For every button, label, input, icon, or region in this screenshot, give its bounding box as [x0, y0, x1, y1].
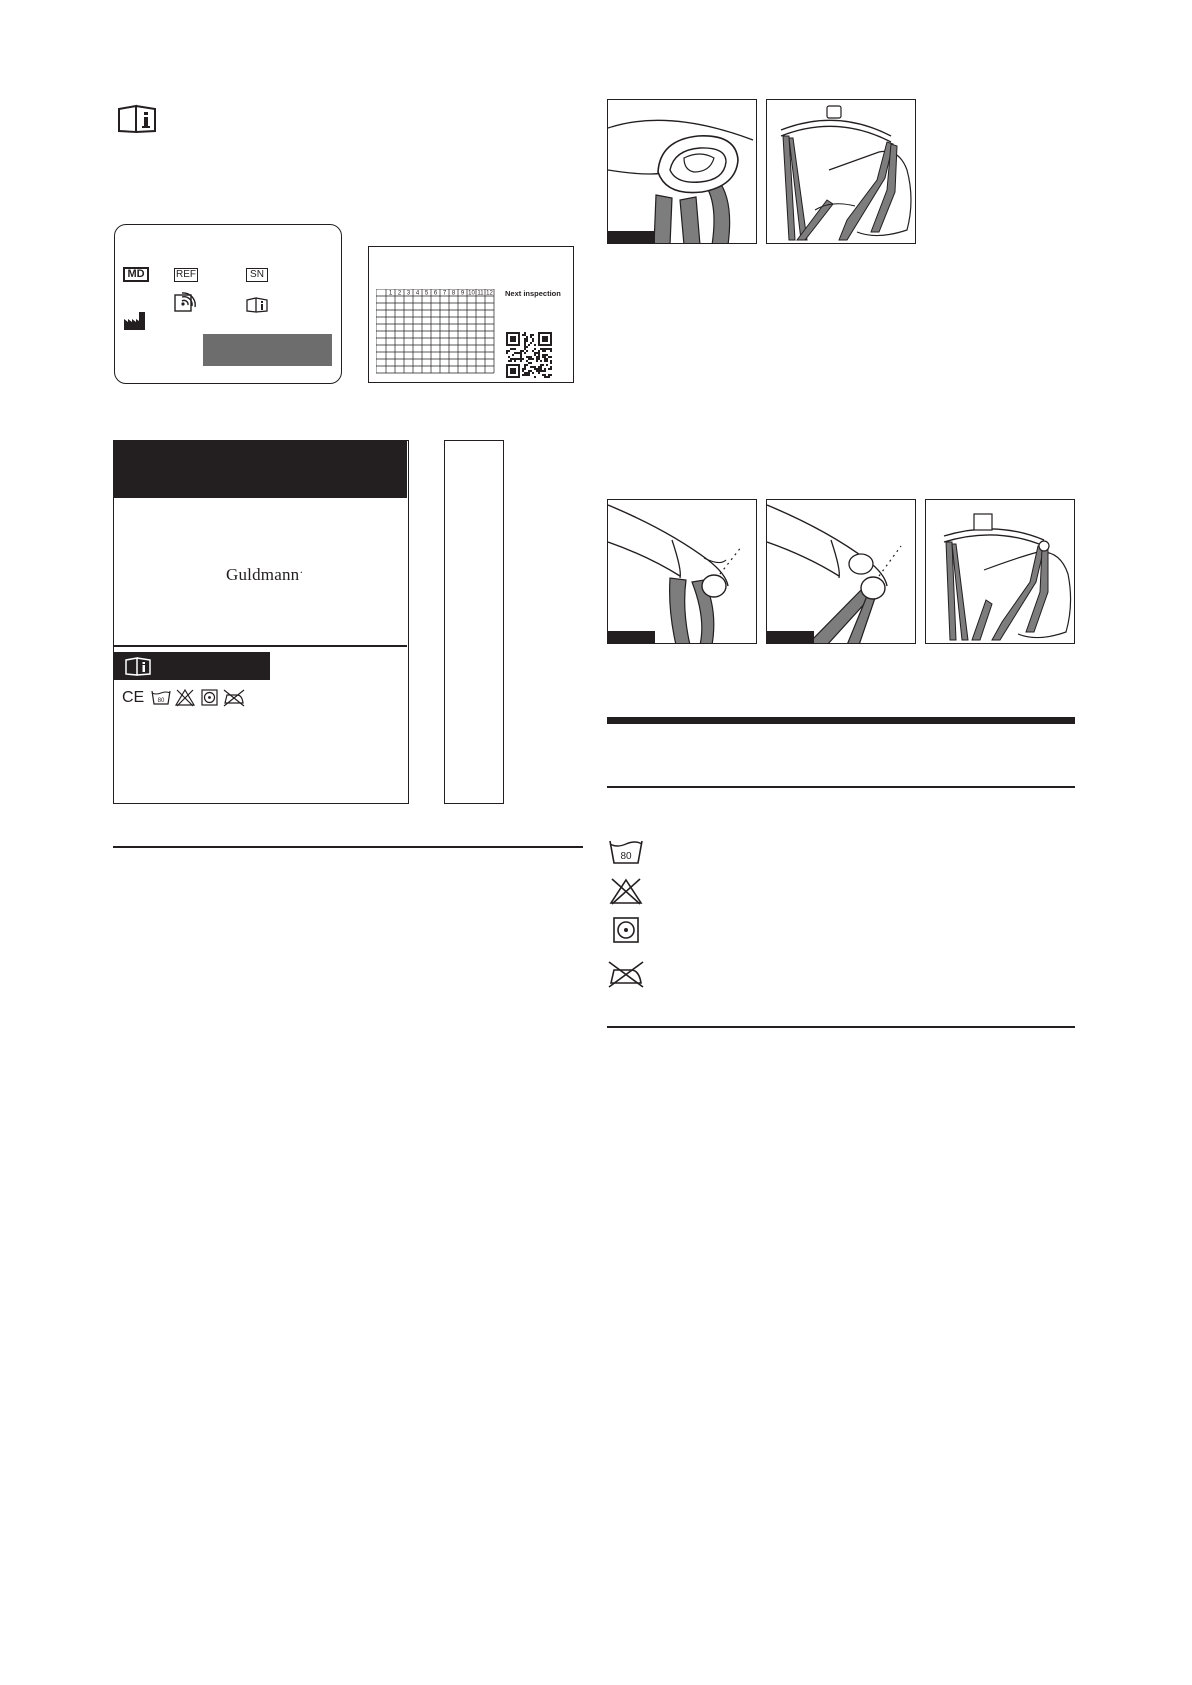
- care-section-bottom-rule: [607, 1026, 1075, 1028]
- no-iron-icon: [611, 970, 641, 983]
- inspection-column-label: 3: [406, 290, 411, 297]
- qr-code-icon: [506, 332, 552, 378]
- manual-info-icon: [117, 104, 157, 134]
- rfid-icon: [174, 292, 196, 312]
- inspection-column-label: 5: [424, 290, 429, 297]
- wash-80-icon: 80: [620, 851, 632, 862]
- inspection-column-label: 7: [442, 290, 447, 297]
- tumble-dry-icon: [202, 690, 217, 705]
- sewn-label: [113, 440, 409, 804]
- inspection-column-label: 1: [388, 290, 393, 297]
- care-symbol-no-bleach: [608, 877, 644, 905]
- wash-80-icon: [152, 691, 170, 704]
- sewn-label-header: [114, 441, 407, 498]
- section-thin-rule: [607, 786, 1075, 788]
- section-divider: [113, 846, 583, 848]
- strip-label: [444, 440, 504, 804]
- ref-symbol: REF: [176, 269, 196, 280]
- sling-lift-illustration: [766, 99, 916, 244]
- manual-info-icon: [125, 657, 151, 676]
- manufacturer-icon: [123, 311, 147, 331]
- inspection-column-label: 9: [460, 290, 465, 297]
- label-gray-bar: [203, 334, 332, 366]
- sewn-label-symbols: [122, 687, 262, 707]
- no-bleach-icon: [176, 690, 194, 706]
- sewn-label-divider: [114, 645, 407, 647]
- sling-attached-illustration: [925, 499, 1075, 644]
- inspection-column-label: 10: [468, 290, 475, 297]
- ce-mark: CE: [122, 689, 145, 706]
- sn-symbol: SN: [246, 268, 268, 282]
- sewn-label-manual-bar: [114, 652, 270, 680]
- next-inspection-label: Next inspection: [505, 289, 561, 298]
- inspection-column-label: 6: [433, 290, 438, 297]
- md-symbol: MD: [123, 267, 149, 282]
- product-label: [114, 224, 342, 384]
- inspection-column-label: 4: [415, 290, 420, 297]
- strap-loop-step2-illustration: [766, 499, 916, 644]
- inspection-grid: [376, 289, 496, 379]
- care-symbol-tumble-dry: [612, 916, 640, 944]
- care-symbol-wash-80: [608, 838, 644, 866]
- strap-loop-step1-illustration: [607, 499, 757, 644]
- no-iron-icon: [224, 690, 244, 706]
- section-heavy-rule: [607, 717, 1075, 724]
- inspection-column-label: 2: [397, 290, 402, 297]
- hook-closeup-illustration: [607, 99, 757, 244]
- inspection-column-label: 8: [451, 290, 456, 297]
- svg-text:80: 80: [157, 698, 165, 704]
- care-symbol-no-iron: [607, 960, 645, 988]
- brand-logo: Guldmann·: [226, 565, 304, 584]
- manual-info-icon: [246, 297, 268, 313]
- inspection-card: [368, 246, 574, 383]
- inspection-column-label: 11: [477, 290, 484, 297]
- inspection-column-label: 12: [486, 290, 493, 297]
